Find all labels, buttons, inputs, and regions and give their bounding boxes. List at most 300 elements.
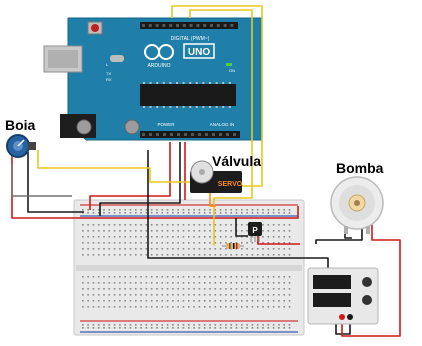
breadboard-hole xyxy=(140,230,142,232)
pin xyxy=(212,133,215,136)
breadboard-hole xyxy=(156,230,158,232)
breadboard-hole xyxy=(140,212,142,214)
pin xyxy=(169,24,172,27)
breadboard-hole xyxy=(262,230,264,232)
led-rx-label: RX xyxy=(106,77,112,82)
breadboard-hole xyxy=(273,212,275,214)
breadboard-hole xyxy=(156,209,158,211)
breadboard-hole xyxy=(225,324,227,326)
power-header-label: POWER xyxy=(157,122,175,127)
breadboard-hole xyxy=(273,236,275,238)
breadboard-hole xyxy=(230,212,232,214)
breadboard-hole xyxy=(262,327,264,329)
pin xyxy=(203,24,206,27)
breadboard-hole xyxy=(262,248,264,250)
breadboard-hole xyxy=(209,288,211,290)
breadboard-hole xyxy=(268,282,270,284)
breadboard-hole xyxy=(140,224,142,226)
breadboard-hole xyxy=(209,306,211,308)
breadboard-hole xyxy=(156,294,158,296)
pin xyxy=(142,133,145,136)
breadboard-hole xyxy=(98,324,100,326)
breadboard-hole xyxy=(82,294,84,296)
breadboard-hole xyxy=(236,300,238,302)
breadboard-hole xyxy=(151,306,153,308)
breadboard-hole xyxy=(162,282,164,284)
breadboard-hole xyxy=(262,306,264,308)
breadboard-hole xyxy=(273,282,275,284)
reset-button[interactable] xyxy=(91,24,99,32)
breadboard-hole xyxy=(87,230,89,232)
breadboard-hole xyxy=(199,288,201,290)
breadboard-hole xyxy=(82,236,84,238)
breadboard-hole xyxy=(98,254,100,256)
breadboard-hole xyxy=(246,230,248,232)
breadboard-hole xyxy=(209,212,211,214)
breadboard-hole xyxy=(204,306,206,308)
breadboard-hole xyxy=(246,306,248,308)
breadboard-hole xyxy=(146,294,148,296)
pin xyxy=(229,106,231,108)
breadboard-hole xyxy=(177,288,179,290)
breadboard-hole xyxy=(93,242,95,244)
breadboard-hole xyxy=(257,324,259,326)
valve-label: Válvula xyxy=(212,153,262,169)
breadboard-hole xyxy=(199,306,201,308)
breadboard-hole xyxy=(241,212,243,214)
pin xyxy=(156,24,159,27)
breadboard-hole xyxy=(257,294,259,296)
breadboard-hole xyxy=(130,248,132,250)
breadboard-hole xyxy=(220,276,222,278)
breadboard-hole xyxy=(140,236,142,238)
breadboard-hole xyxy=(93,209,95,211)
breadboard-hole xyxy=(167,212,169,214)
breadboard-hole xyxy=(167,209,169,211)
arduino-uno-board xyxy=(44,18,262,140)
breadboard-hole xyxy=(98,288,100,290)
current-knob[interactable] xyxy=(362,295,372,305)
breadboard-hole xyxy=(103,254,105,256)
breadboard-hole xyxy=(98,282,100,284)
breadboard-hole xyxy=(273,300,275,302)
breadboard-hole xyxy=(283,327,285,329)
pin xyxy=(163,82,165,84)
breadboard-hole xyxy=(135,327,137,329)
breadboard-hole xyxy=(146,209,148,211)
breadboard-hole xyxy=(215,276,217,278)
breadboard-hole xyxy=(140,294,142,296)
breadboard-hole xyxy=(273,288,275,290)
breadboard-hole xyxy=(193,248,195,250)
pin xyxy=(217,24,220,27)
breadboard-hole xyxy=(140,282,142,284)
breadboard-hole xyxy=(130,288,132,290)
breadboard-hole xyxy=(289,254,291,256)
breadboard-hole xyxy=(241,254,243,256)
breadboard-hole xyxy=(93,306,95,308)
breadboard-hole xyxy=(103,224,105,226)
breadboard-hole xyxy=(151,288,153,290)
breadboard-hole xyxy=(246,327,248,329)
breadboard-hole xyxy=(87,224,89,226)
breadboard-hole xyxy=(103,294,105,296)
breadboard-hole xyxy=(241,300,243,302)
breadboard-hole xyxy=(188,230,190,232)
breadboard-hole xyxy=(204,230,206,232)
breadboard-hole xyxy=(220,224,222,226)
breadboard-hole xyxy=(289,236,291,238)
breadboard-hole xyxy=(130,282,132,284)
breadboard-hole xyxy=(177,300,179,302)
breadboard-hole xyxy=(236,288,238,290)
breadboard-hole xyxy=(140,242,142,244)
breadboard-hole xyxy=(124,327,126,329)
breadboard-hole xyxy=(209,248,211,250)
pin xyxy=(229,82,231,84)
breadboard-hole xyxy=(87,306,89,308)
breadboard-hole xyxy=(220,294,222,296)
breadboard-hole xyxy=(193,224,195,226)
breadboard-hole xyxy=(236,276,238,278)
breadboard-hole xyxy=(252,324,254,326)
breadboard-hole xyxy=(183,300,185,302)
breadboard-hole xyxy=(93,288,95,290)
breadboard-hole xyxy=(257,288,259,290)
breadboard-hole xyxy=(268,294,270,296)
voltage-knob[interactable] xyxy=(362,277,372,287)
breadboard-hole xyxy=(156,288,158,290)
breadboard-hole xyxy=(268,209,270,211)
breadboard-hole xyxy=(252,276,254,278)
breadboard-hole xyxy=(114,276,116,278)
breadboard-hole xyxy=(177,236,179,238)
breadboard-hole xyxy=(199,212,201,214)
breadboard-hole xyxy=(124,288,126,290)
breadboard-hole xyxy=(262,282,264,284)
breadboard-hole xyxy=(230,294,232,296)
breadboard-hole xyxy=(241,230,243,232)
breadboard-hole xyxy=(109,276,111,278)
breadboard-hole xyxy=(172,276,174,278)
breadboard-hole xyxy=(220,288,222,290)
breadboard-hole xyxy=(268,327,270,329)
breadboard-hole xyxy=(162,242,164,244)
breadboard-hole xyxy=(278,324,280,326)
breadboard-hole xyxy=(236,327,238,329)
breadboard-hole xyxy=(177,212,179,214)
breadboard-hole xyxy=(273,209,275,211)
breadboard-hole xyxy=(167,236,169,238)
pin xyxy=(209,106,211,108)
breadboard-hole xyxy=(162,288,164,290)
breadboard-hole xyxy=(146,288,148,290)
breadboard-hole xyxy=(199,209,201,211)
breadboard-hole xyxy=(167,224,169,226)
breadboard-hole xyxy=(236,209,238,211)
pin xyxy=(198,133,201,136)
breadboard-hole xyxy=(114,212,116,214)
breadboard-hole xyxy=(140,300,142,302)
pin xyxy=(183,24,186,27)
breadboard-hole xyxy=(204,254,206,256)
breadboard-hole xyxy=(103,209,105,211)
breadboard-hole xyxy=(278,327,280,329)
breadboard-hole xyxy=(262,276,264,278)
breadboard-hole xyxy=(252,212,254,214)
breadboard-hole xyxy=(215,327,217,329)
pin xyxy=(189,82,191,84)
breadboard-hole xyxy=(246,224,248,226)
breadboard-hole xyxy=(257,248,259,250)
breadboard-hole xyxy=(87,248,89,250)
breadboard-hole xyxy=(289,248,291,250)
power-supply xyxy=(308,268,378,324)
breadboard-hole xyxy=(82,288,84,290)
breadboard-hole xyxy=(252,282,254,284)
pin xyxy=(177,133,180,136)
board-logo-text: ARDUINO xyxy=(147,63,171,69)
breadboard-hole xyxy=(236,324,238,326)
pin xyxy=(196,82,198,84)
breadboard-hole xyxy=(199,327,201,329)
breadboard-hole xyxy=(151,230,153,232)
pin xyxy=(202,106,204,108)
pin xyxy=(170,133,173,136)
breadboard-hole xyxy=(119,254,121,256)
breadboard-hole xyxy=(257,327,259,329)
breadboard-hole xyxy=(177,276,179,278)
breadboard-hole xyxy=(130,324,132,326)
breadboard-hole xyxy=(246,212,248,214)
breadboard-hole xyxy=(183,282,185,284)
breadboard-hole xyxy=(283,276,285,278)
breadboard-hole xyxy=(167,282,169,284)
breadboard-hole xyxy=(241,327,243,329)
breadboard-hole xyxy=(188,324,190,326)
analog-header-label: ANALOG IN xyxy=(209,122,235,127)
breadboard-hole xyxy=(162,236,164,238)
breadboard-hole xyxy=(109,300,111,302)
breadboard-hole xyxy=(273,294,275,296)
breadboard-hole xyxy=(246,248,248,250)
breadboard-hole xyxy=(199,230,201,232)
breadboard-hole xyxy=(193,276,195,278)
breadboard-hole xyxy=(156,327,158,329)
breadboard-hole xyxy=(119,209,121,211)
breadboard-hole xyxy=(146,324,148,326)
breadboard-hole xyxy=(135,212,137,214)
breadboard-hole xyxy=(252,306,254,308)
breadboard-hole xyxy=(246,294,248,296)
breadboard-hole xyxy=(241,306,243,308)
breadboard-hole xyxy=(87,288,89,290)
breadboard-hole xyxy=(130,212,132,214)
breadboard-hole xyxy=(98,294,100,296)
breadboard-hole xyxy=(193,324,195,326)
breadboard-hole xyxy=(82,327,84,329)
breadboard-hole xyxy=(146,327,148,329)
breadboard-hole xyxy=(183,236,185,238)
breadboard-hole xyxy=(130,254,132,256)
breadboard-hole xyxy=(130,224,132,226)
breadboard-hole xyxy=(257,306,259,308)
breadboard-hole xyxy=(119,230,121,232)
breadboard-hole xyxy=(119,248,121,250)
breadboard-hole xyxy=(262,294,264,296)
breadboard-hole xyxy=(199,224,201,226)
breadboard-hole xyxy=(124,294,126,296)
breadboard-hole xyxy=(162,212,164,214)
breadboard-hole xyxy=(124,276,126,278)
breadboard-hole xyxy=(268,236,270,238)
breadboard-hole xyxy=(87,282,89,284)
breadboard-hole xyxy=(98,230,100,232)
breadboard-hole xyxy=(289,276,291,278)
breadboard-hole xyxy=(114,230,116,232)
breadboard-hole xyxy=(82,230,84,232)
breadboard-hole xyxy=(278,212,280,214)
breadboard-hole xyxy=(98,300,100,302)
breadboard-hole xyxy=(193,242,195,244)
breadboard-hole xyxy=(289,294,291,296)
pin xyxy=(150,82,152,84)
breadboard-hole xyxy=(93,254,95,256)
breadboard-hole xyxy=(278,254,280,256)
breadboard-hole xyxy=(230,282,232,284)
breadboard-hole xyxy=(103,288,105,290)
breadboard-hole xyxy=(225,242,227,244)
breadboard-hole xyxy=(98,242,100,244)
breadboard-hole xyxy=(109,212,111,214)
breadboard-hole xyxy=(225,327,227,329)
breadboard-hole xyxy=(236,212,238,214)
breadboard-hole xyxy=(199,324,201,326)
breadboard-hole xyxy=(156,306,158,308)
breadboard-hole xyxy=(268,224,270,226)
breadboard-hole xyxy=(204,294,206,296)
breadboard-hole xyxy=(273,306,275,308)
pin xyxy=(202,82,204,84)
breadboard-hole xyxy=(278,236,280,238)
breadboard-hole xyxy=(103,282,105,284)
breadboard-hole xyxy=(82,224,84,226)
breadboard-hole xyxy=(273,327,275,329)
breadboard-hole xyxy=(124,209,126,211)
breadboard-hole xyxy=(156,276,158,278)
breadboard-hole xyxy=(156,300,158,302)
breadboard-hole xyxy=(252,209,254,211)
breadboard-hole xyxy=(177,306,179,308)
breadboard-hole xyxy=(204,300,206,302)
transistor-label: P xyxy=(252,226,258,235)
breadboard-hole xyxy=(177,248,179,250)
breadboard-hole xyxy=(172,236,174,238)
breadboard-hole xyxy=(119,300,121,302)
breadboard-hole xyxy=(146,242,148,244)
breadboard-hole xyxy=(124,242,126,244)
breadboard-hole xyxy=(268,300,270,302)
breadboard-hole xyxy=(135,306,137,308)
pin xyxy=(210,24,213,27)
breadboard-hole xyxy=(87,300,89,302)
pin xyxy=(189,106,191,108)
breadboard-hole xyxy=(119,212,121,214)
breadboard-hole xyxy=(177,282,179,284)
breadboard-hole xyxy=(225,209,227,211)
breadboard-hole xyxy=(273,230,275,232)
breadboard-hole xyxy=(156,242,158,244)
breadboard-hole xyxy=(124,236,126,238)
breadboard-hole xyxy=(257,300,259,302)
breadboard-hole xyxy=(114,236,116,238)
breadboard-hole xyxy=(193,230,195,232)
breadboard-hole xyxy=(103,242,105,244)
pin xyxy=(183,82,185,84)
breadboard-hole xyxy=(177,209,179,211)
breadboard-hole xyxy=(93,248,95,250)
atmega-chip xyxy=(140,84,236,106)
breadboard-hole xyxy=(87,236,89,238)
breadboard-hole xyxy=(109,242,111,244)
breadboard-hole xyxy=(98,327,100,329)
breadboard-hole xyxy=(262,288,264,290)
breadboard-hole xyxy=(103,248,105,250)
breadboard-hole xyxy=(130,236,132,238)
breadboard-hole xyxy=(215,254,217,256)
breadboard-hole xyxy=(289,212,291,214)
breadboard-hole xyxy=(225,294,227,296)
breadboard-hole xyxy=(283,236,285,238)
breadboard-hole xyxy=(289,324,291,326)
breadboard-hole xyxy=(172,224,174,226)
breadboard-hole xyxy=(209,254,211,256)
breadboard-hole xyxy=(156,254,158,256)
breadboard-hole xyxy=(215,282,217,284)
breadboard-hole xyxy=(273,324,275,326)
breadboard-hole xyxy=(130,276,132,278)
breadboard-hole xyxy=(278,224,280,226)
breadboard-hole xyxy=(103,327,105,329)
breadboard-hole xyxy=(193,254,195,256)
breadboard-hole xyxy=(188,242,190,244)
breadboard-hole xyxy=(283,209,285,211)
breadboard-hole xyxy=(162,276,164,278)
breadboard-hole xyxy=(130,300,132,302)
breadboard-hole xyxy=(236,254,238,256)
breadboard-hole xyxy=(146,236,148,238)
pin xyxy=(226,133,229,136)
breadboard-hole xyxy=(109,230,111,232)
breadboard-hole xyxy=(162,254,164,256)
breadboard-hole xyxy=(273,254,275,256)
breadboard-hole xyxy=(162,324,164,326)
breadboard-hole xyxy=(225,288,227,290)
breadboard-hole xyxy=(119,288,121,290)
breadboard-hole xyxy=(167,294,169,296)
breadboard-hole xyxy=(119,224,121,226)
breadboard-hole xyxy=(177,254,179,256)
breadboard-hole xyxy=(209,230,211,232)
breadboard-hole xyxy=(273,224,275,226)
breadboard-hole xyxy=(130,327,132,329)
breadboard-hole xyxy=(278,294,280,296)
breadboard-hole xyxy=(156,236,158,238)
breadboard-hole xyxy=(109,248,111,250)
pin xyxy=(183,106,185,108)
pin xyxy=(156,82,158,84)
breadboard-hole xyxy=(114,248,116,250)
